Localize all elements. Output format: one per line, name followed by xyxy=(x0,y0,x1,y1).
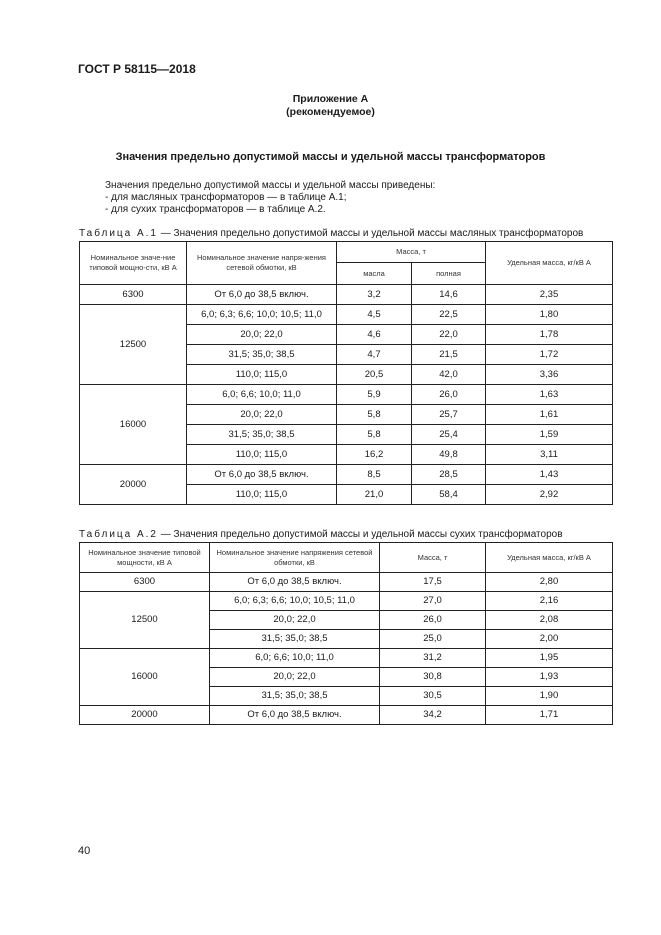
specific-cell: 2,08 xyxy=(486,611,613,630)
power-cell: 12500 xyxy=(80,305,187,385)
voltage-cell: От 6,0 до 38,5 включ. xyxy=(210,706,380,725)
full-cell: 22,0 xyxy=(412,325,486,345)
table2-header-specific: Удельная масса, кг/кВ А xyxy=(486,543,613,573)
table1-header-specific: Удельная масса, кг/кВ А xyxy=(486,242,613,285)
oil-cell: 21,0 xyxy=(337,485,412,505)
oil-cell: 20,5 xyxy=(337,365,412,385)
full-cell: 42,0 xyxy=(412,365,486,385)
table-row xyxy=(80,592,613,611)
voltage-cell: 31,5; 35,0; 38,5 xyxy=(187,345,337,365)
mass-cell: 17,5 xyxy=(380,573,486,592)
voltage-cell: От 6,0 до 38,5 включ. xyxy=(187,465,337,485)
voltage-cell: 31,5; 35,0; 38,5 xyxy=(210,687,380,706)
full-cell: 25,7 xyxy=(412,405,486,425)
appendix-title: Приложение А xyxy=(292,93,369,105)
table-row xyxy=(80,706,613,725)
full-cell: 28,5 xyxy=(412,465,486,485)
table-row xyxy=(80,649,613,668)
mass-cell: 31,2 xyxy=(380,649,486,668)
power-cell: 20000 xyxy=(80,465,187,505)
intro-line-2: - для масляных трансформаторов — в таблице А.1; xyxy=(105,192,347,203)
table1-caption xyxy=(79,228,583,239)
oil-cell: 4,7 xyxy=(337,345,412,365)
voltage-cell: От 6,0 до 38,5 включ. xyxy=(187,285,337,305)
specific-cell: 1,63 xyxy=(486,385,613,405)
voltage-cell: 110,0; 115,0 xyxy=(187,365,337,385)
power-cell: 16000 xyxy=(80,385,187,465)
voltage-cell: 6,0; 6,3; 6,6; 10,0; 10,5; 11,0 xyxy=(187,305,337,325)
voltage-cell: 110,0; 115,0 xyxy=(187,445,337,465)
voltage-cell: 20,0; 22,0 xyxy=(210,611,380,630)
oil-cell: 8,5 xyxy=(337,465,412,485)
table2-header-power: Номинальное значение типовой мощности, кВ А xyxy=(80,543,210,573)
table-oil-transformers xyxy=(79,241,613,505)
voltage-cell: 6,0; 6,6; 10,0; 11,0 xyxy=(187,385,337,405)
specific-cell: 1,43 xyxy=(486,465,613,485)
specific-cell: 1,61 xyxy=(486,405,613,425)
table-row xyxy=(80,285,613,305)
power-cell: 6300 xyxy=(80,285,187,305)
full-cell: 14,6 xyxy=(412,285,486,305)
specific-cell: 1,78 xyxy=(486,325,613,345)
table2-caption-label: Таблица А.2 xyxy=(79,529,158,540)
oil-cell: 5,8 xyxy=(337,425,412,445)
specific-cell: 1,80 xyxy=(486,305,613,325)
mass-cell: 27,0 xyxy=(380,592,486,611)
mass-cell: 30,5 xyxy=(380,687,486,706)
voltage-cell: 20,0; 22,0 xyxy=(210,668,380,687)
voltage-cell: От 6,0 до 38,5 включ. xyxy=(210,573,380,592)
voltage-cell: 6,0; 6,6; 10,0; 11,0 xyxy=(210,649,380,668)
full-cell: 49,8 xyxy=(412,445,486,465)
specific-cell: 1,59 xyxy=(486,425,613,445)
voltage-cell: 20,0; 22,0 xyxy=(187,405,337,425)
mass-cell: 25,0 xyxy=(380,630,486,649)
power-cell: 16000 xyxy=(80,649,210,706)
oil-cell: 4,5 xyxy=(337,305,412,325)
table2-caption-text: — Значения предельно допустимой массы и удельной массы сухих трансформаторов xyxy=(158,529,563,540)
table1-caption-text: — Значения предельно допустимой массы и удельной массы масляных трансформаторов xyxy=(158,228,584,239)
table1-header-mass: Масса, т xyxy=(337,242,486,263)
table1-header-full: полная xyxy=(412,263,486,285)
page-number: 40 xyxy=(78,845,91,857)
specific-cell: 2,35 xyxy=(486,285,613,305)
specific-cell: 2,92 xyxy=(486,485,613,505)
intro-line-1: Значения предельно допустимой массы и удельной массы приведены: xyxy=(105,180,436,191)
oil-cell: 3,2 xyxy=(337,285,412,305)
full-cell: 26,0 xyxy=(412,385,486,405)
table-row xyxy=(80,385,613,405)
full-cell: 25,4 xyxy=(412,425,486,445)
specific-cell: 3,36 xyxy=(486,365,613,385)
section-title: Значения предельно допустимой массы и удельной массы трансформаторов xyxy=(115,151,546,163)
table-row xyxy=(80,305,613,325)
table2-header-voltage: Номинальное значение напряжения сетевой обмотки, кВ xyxy=(210,543,380,573)
oil-cell: 5,8 xyxy=(337,405,412,425)
full-cell: 22,5 xyxy=(412,305,486,325)
oil-cell: 4,6 xyxy=(337,325,412,345)
table-row xyxy=(80,465,613,485)
table1-caption-label: Таблица А.1 xyxy=(79,228,158,239)
table-dry-transformers xyxy=(79,542,613,725)
mass-cell: 34,2 xyxy=(380,706,486,725)
table1-header-oil: масла xyxy=(337,263,412,285)
power-cell: 12500 xyxy=(80,592,210,649)
table2-header-mass: Масса, т xyxy=(380,543,486,573)
mass-cell: 26,0 xyxy=(380,611,486,630)
voltage-cell: 31,5; 35,0; 38,5 xyxy=(187,425,337,445)
appendix-status: (рекомендуемое) xyxy=(286,106,375,118)
intro-line-3: - для сухих трансформаторов — в таблице А.2. xyxy=(105,204,326,215)
oil-cell: 16,2 xyxy=(337,445,412,465)
specific-cell: 2,00 xyxy=(486,630,613,649)
table1-header-voltage: Номинальное значение напря-жения сетевой обмотки, кВ xyxy=(187,242,337,285)
table1-header-power: Номинальное значе-ние типовой мощно-сти, кВ А xyxy=(80,242,187,285)
voltage-cell: 31,5; 35,0; 38,5 xyxy=(210,630,380,649)
voltage-cell: 20,0; 22,0 xyxy=(187,325,337,345)
oil-cell: 5,9 xyxy=(337,385,412,405)
mass-cell: 30,8 xyxy=(380,668,486,687)
voltage-cell: 6,0; 6,3; 6,6; 10,0; 10,5; 11,0 xyxy=(210,592,380,611)
specific-cell: 1,95 xyxy=(486,649,613,668)
power-cell: 20000 xyxy=(80,706,210,725)
table2-caption xyxy=(79,529,563,540)
voltage-cell: 110,0; 115,0 xyxy=(187,485,337,505)
full-cell: 58,4 xyxy=(412,485,486,505)
table-row xyxy=(80,573,613,592)
full-cell: 21,5 xyxy=(412,345,486,365)
power-cell: 6300 xyxy=(80,573,210,592)
specific-cell: 1,90 xyxy=(486,687,613,706)
document-standard-header: ГОСТ Р 58115—2018 xyxy=(78,62,196,76)
specific-cell: 2,80 xyxy=(486,573,613,592)
specific-cell: 1,71 xyxy=(486,706,613,725)
specific-cell: 1,72 xyxy=(486,345,613,365)
specific-cell: 1,93 xyxy=(486,668,613,687)
specific-cell: 2,16 xyxy=(486,592,613,611)
specific-cell: 3,11 xyxy=(486,445,613,465)
